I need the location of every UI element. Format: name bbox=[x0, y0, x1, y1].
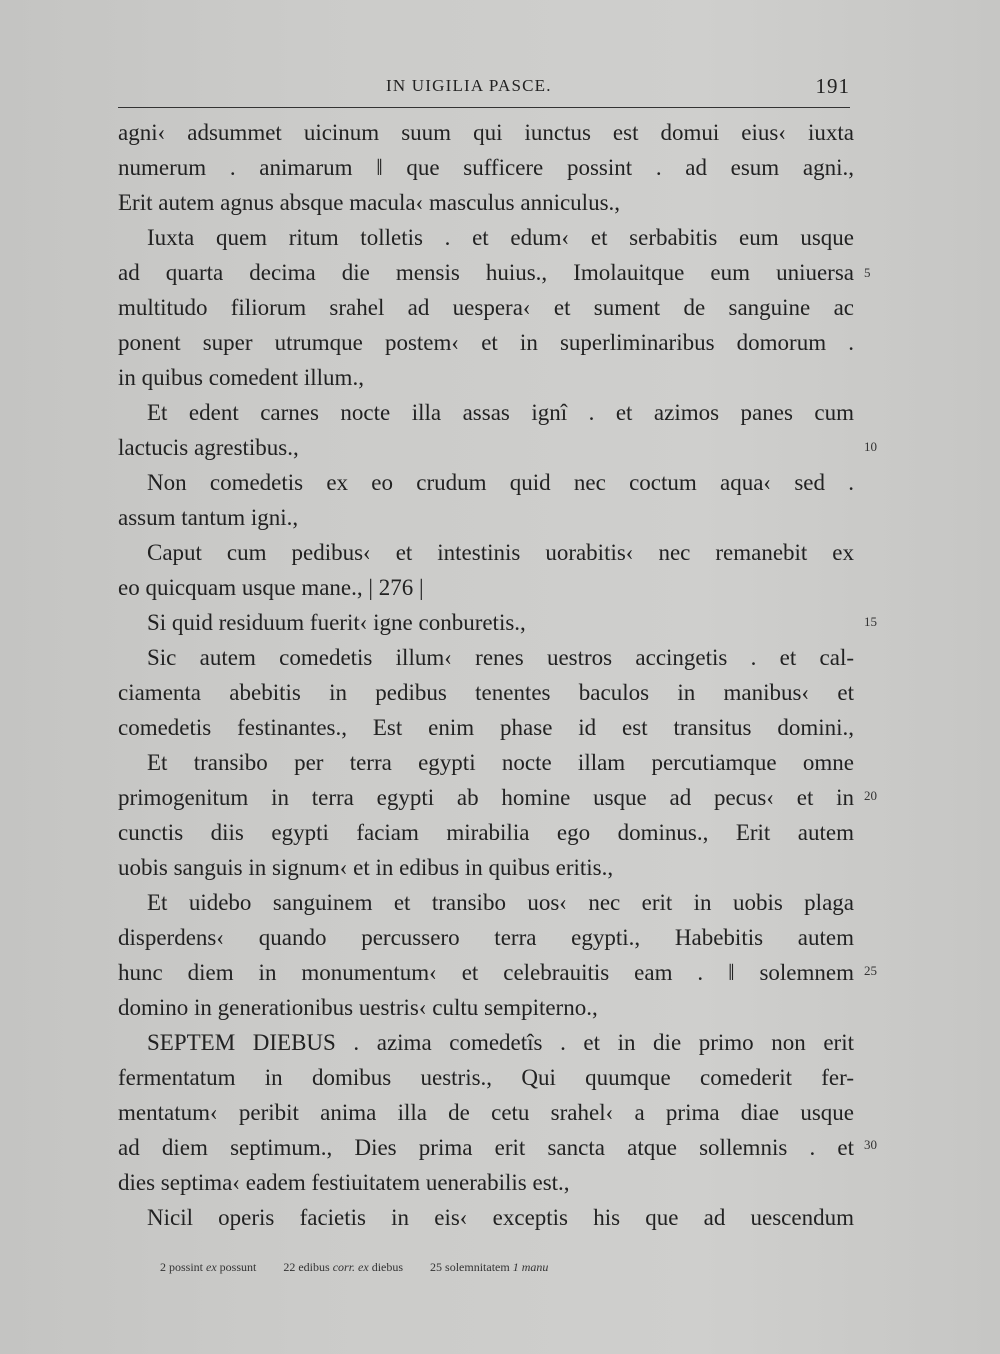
text-line: dies septima‹ eadem festiuitatem uenerabilis est., bbox=[118, 1170, 570, 1195]
text-line: eo quicquam usque mane., | 276 | bbox=[118, 575, 424, 600]
text-line: cunctis diis egypti faciam mirabilia ego dominus., Erit autem bbox=[118, 820, 854, 845]
text-line: mentatum‹ peribit anima illa de cetu srahel‹ a prima diae usque bbox=[118, 1100, 854, 1125]
text-line: Iuxta quem ritum tolletis . et edum‹ et serbabitis eum usque bbox=[147, 225, 854, 250]
footnote bbox=[430, 1256, 548, 1278]
running-title: IN UIGILIA PASCE. bbox=[386, 76, 552, 95]
footnote-siglum: ex bbox=[206, 1260, 217, 1274]
text-line: hunc diem in monumentum‹ et celebrauitis eam . ‖ solemnem bbox=[118, 960, 854, 985]
line-number: 20 bbox=[864, 788, 877, 803]
text-line: assum tantum igni., bbox=[118, 505, 299, 530]
line-number: 30 bbox=[864, 1137, 877, 1152]
footnote bbox=[160, 1256, 256, 1278]
text-line: Sic autem comedetis illum‹ renes uestros accingetis . et cal- bbox=[147, 645, 854, 670]
text-line: Et transibo per terra egypti nocte illam percutiamque omne bbox=[147, 750, 854, 775]
footnote-lemma: 22 edibus bbox=[283, 1260, 330, 1274]
text-line: Caput cum pedibus‹ et intestinis uorabitis‹ nec remanebit ex bbox=[147, 540, 854, 565]
text-line: uobis sanguis in signum‹ et in edibus in quibus eritis., bbox=[118, 855, 614, 880]
line-number: 15 bbox=[864, 614, 877, 629]
footnote-reading: diebus bbox=[371, 1260, 404, 1274]
text-line: lactucis agrestibus., bbox=[118, 435, 299, 460]
text-line: in quibus comedent illum., bbox=[118, 365, 364, 390]
text-line: ad quarta decima die mensis huius., Imolauitque eum uniuersa bbox=[118, 260, 854, 285]
line-number: 25 bbox=[864, 963, 877, 978]
text-line: multitudo filiorum srahel ad uespera‹ et sument de sanguine ac bbox=[118, 295, 854, 320]
text-line: Et uidebo sanguinem et transibo uos‹ nec erit in uobis plaga bbox=[147, 890, 854, 915]
text-line: Erit autem agnus absque macula‹ masculus anniculus., bbox=[118, 190, 621, 215]
text-line: Nicil operis facietis in eis‹ exceptis his que ad uescendum bbox=[147, 1205, 854, 1230]
text-line: disperdens‹ quando percussero terra egypti., Habebitis autem bbox=[118, 925, 854, 950]
footnote-siglum: 1 manu bbox=[512, 1260, 549, 1274]
text-line: primogenitum in terra egypti ab homine usque ad pecus‹ et in bbox=[118, 785, 854, 810]
text-line: numerum . animarum ‖ que sufficere possint . ad esum agni., bbox=[118, 155, 854, 180]
line-number: 10 bbox=[864, 439, 877, 454]
footnotes bbox=[160, 1256, 860, 1278]
text-line: Non comedetis ex eo crudum quid nec coctum aqua‹ sed . bbox=[147, 470, 854, 495]
text-line: domino in generationibus uestris‹ cultu sempiterno., bbox=[118, 995, 598, 1020]
text-line: fermentatum in domibus uestris., Qui quumque comederit fer- bbox=[118, 1065, 854, 1090]
text-line: ad diem septimum., Dies prima erit sancta atque sollemnis . et bbox=[118, 1135, 854, 1160]
footnote bbox=[283, 1256, 403, 1278]
text-line: ciamenta abebitis in pedibus tenentes baculos in manibus‹ et bbox=[118, 680, 854, 705]
page-number: 191 bbox=[815, 74, 850, 98]
footnote-lemma: 2 possint bbox=[160, 1260, 204, 1274]
footnote-siglum: corr. ex bbox=[332, 1260, 369, 1274]
line-number: 5 bbox=[864, 265, 871, 280]
text-line: ponent super utrumque postem‹ et in superliminaribus domorum . bbox=[118, 330, 854, 355]
text-line: Et edent carnes nocte illa assas ignî . et azimos panes cum bbox=[147, 400, 854, 425]
footnote-lemma: 25 solemnitatem bbox=[430, 1260, 510, 1274]
text-line: SEPTEM DIEBUS . azima comedetîs . et in die primo non erit bbox=[147, 1030, 854, 1055]
footnote-reading: possunt bbox=[219, 1260, 257, 1274]
text-line: comedetis festinantes., Est enim phase id est transitus domini., bbox=[118, 715, 854, 740]
text-line: Si quid residuum fuerit‹ igne conburetis., bbox=[147, 610, 526, 635]
text-line: agni‹ adsummet uicinum suum qui iunctus est domui eius‹ iuxta bbox=[118, 120, 854, 145]
